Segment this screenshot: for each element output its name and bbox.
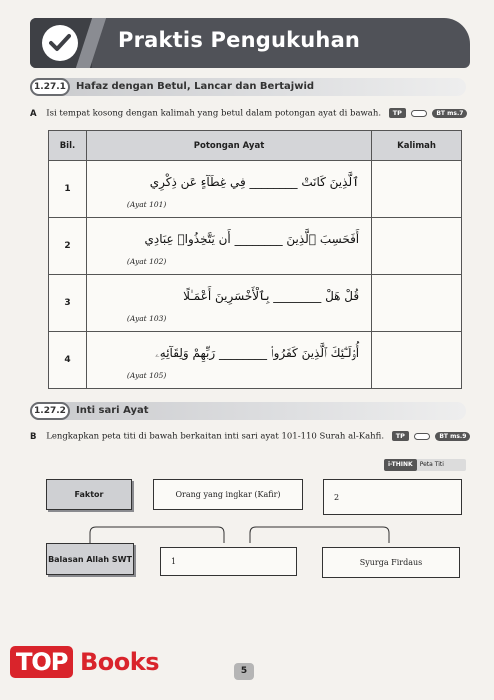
instruction-letter-a: A — [30, 108, 37, 119]
header-kalimah: Kalimah — [372, 131, 462, 161]
ayat-reference: (Ayat 101) — [126, 200, 167, 209]
bt-badge: BT ms.7 — [432, 109, 467, 118]
arabic-verse: قُلْ هَلْ ________ بِٱلْأَخْسَرِينَ أَعْمَـٰلًا — [183, 289, 360, 303]
instruction-letter-b: B — [30, 431, 37, 442]
row-number: 1 — [49, 161, 87, 218]
logo-top-text: TOP — [10, 646, 73, 678]
row-number: 4 — [49, 332, 87, 389]
page-title: Praktis Pengukuhan — [118, 28, 361, 52]
faktor-label-box: Faktor — [46, 479, 132, 510]
section-title-2: Inti sari Ayat — [76, 405, 149, 416]
section-title-1: Hafaz dengan Betul, Lancar dan Bertajwid — [76, 81, 315, 92]
row-number: 2 — [49, 218, 87, 275]
bt-badge: BT ms.9 — [435, 432, 470, 441]
section-number-2: 1.27.2 — [30, 402, 70, 420]
ithink-tag: i-THINK — [384, 459, 417, 471]
ayat-reference: (Ayat 105) — [126, 371, 167, 380]
tp-badge: TP — [389, 108, 406, 118]
arabic-verse: أُو۟لَـٰٓئِكَ ٱلَّذِينَ كَفَرُوا۟ ________ رَبِّهِمْ وَلِقَآئِهِۦ — [155, 346, 360, 360]
faktor-value-box: Orang yang ingkar (Kafir) — [153, 479, 303, 510]
balasan-value-box: Syurga Firdaus — [322, 547, 460, 578]
instruction-text-a: Isi tempat kosong dengan kalimah yang betul dalam potongan ayat di bawah. — [46, 108, 382, 119]
arabic-verse: أَفَحَسِبَ ٱلَّذِينَ ________ أَن يَتَّخِذُوا۟ عِبَادِي — [144, 232, 360, 246]
instruction-text-b: Lengkapkan peta titi di bawah berkaitan inti sari ayat 101-110 Surah al-Kahfi. — [46, 431, 385, 442]
header-bil: Bil. — [49, 131, 87, 161]
arabic-verse: ٱلَّذِينَ كَانَتْ ________ فِي غِطَآءٍ عَن ذِكْرِي — [149, 175, 360, 189]
logo-books-text: Books — [80, 648, 160, 676]
faktor-answer-box[interactable]: 2 — [323, 479, 462, 515]
page-number: 5 — [234, 663, 254, 680]
ayat-reference: (Ayat 102) — [126, 257, 167, 266]
ithink-map-type: Peta Titi — [419, 461, 444, 468]
tp-badge: TP — [392, 431, 409, 441]
ayat-reference: (Ayat 103) — [126, 314, 167, 323]
row-number: 3 — [49, 275, 87, 332]
balasan-answer-box[interactable]: 1 — [160, 547, 297, 576]
header-potongan-ayat: Potongan Ayat — [86, 131, 371, 161]
balasan-label-box: Balasan Allah SWT — [46, 543, 134, 575]
section-number-1: 1.27.1 — [30, 78, 70, 96]
